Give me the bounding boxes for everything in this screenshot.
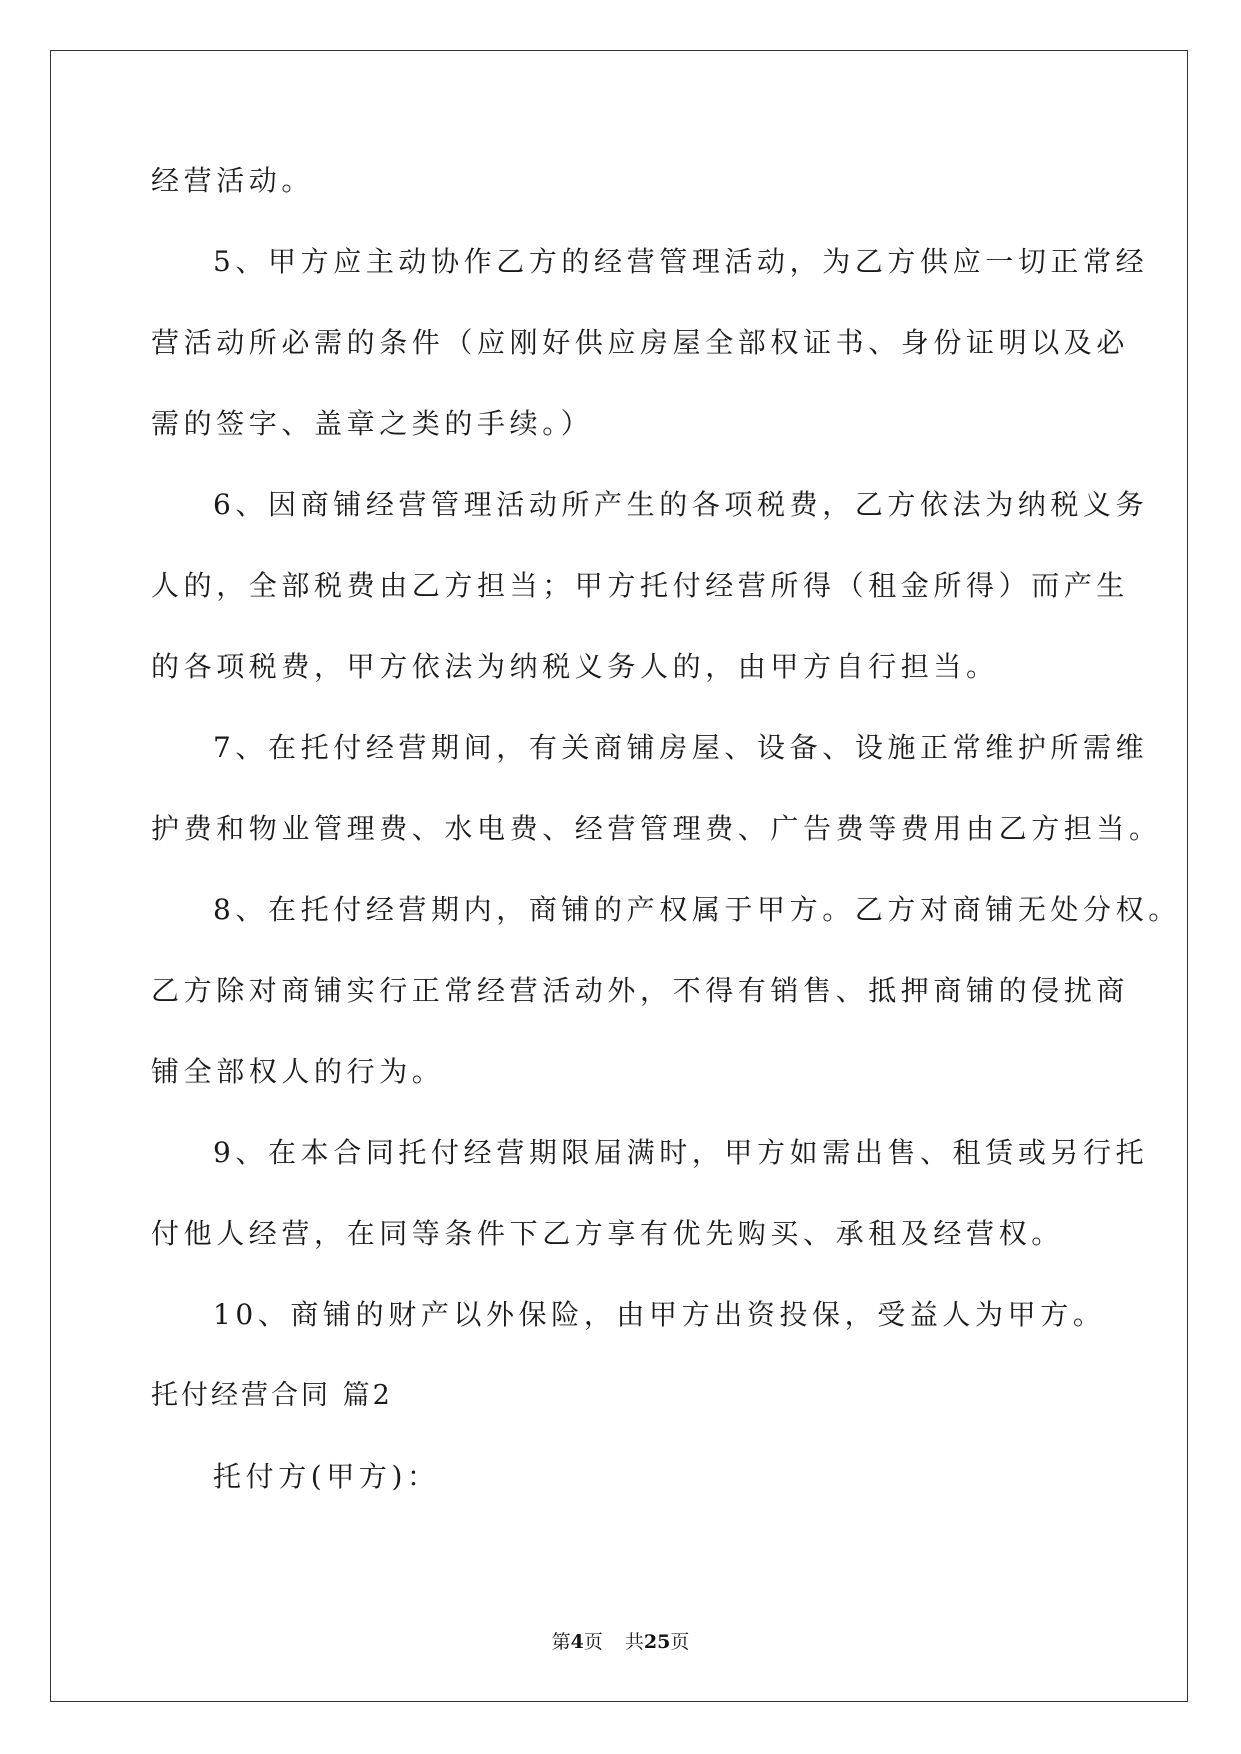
total-suffix: 页 [670,1631,690,1653]
text-line: 铺全部权人的行为。 [151,1055,445,1088]
text-line: 5、甲方应主动协作乙方的经营管理活动，为乙方供应一切正常经 [213,245,1149,278]
text-line: 的各项税费，甲方依法为纳税义务人的，由甲方自行担当。 [151,650,999,683]
text-line: 8、在托付经营期内，商铺的产权属于甲方。乙方对商铺无处分权。 [213,893,1181,926]
text-line: 护费和物业管理费、水电费、经营管理费、广告费等费用由乙方担当。 [151,812,1162,845]
text-line: 营活动所必需的条件（应刚好供应房屋全部权证书、身份证明以及必 [151,326,1130,359]
total-prefix: 共 [624,1631,644,1653]
document-body [151,140,1181,1517]
text-line: 7、在托付经营期间，有关商铺房屋、设备、设施正常维护所需维 [213,731,1149,764]
text-line: 9、在本合同托付经营期限届满时，甲方如需出售、租赁或另行托 [213,1136,1149,1169]
page-prefix: 第 [551,1631,571,1653]
section-heading: 托付经营合同 篇2 [151,1380,393,1411]
text-line: 付他人经营，在同等条件下乙方享有优先购买、承租及经营权。 [151,1217,1064,1250]
text-line: 人的，全部税费由乙方担当；甲方托付经营所得（租金所得）而产生 [151,569,1130,602]
text-line: 乙方除对商铺实行正常经营活动外，不得有销售、抵押商铺的侵扰商 [151,974,1130,1007]
text-line: 托付方(甲方)： [213,1460,440,1493]
text-line: 经营活动。 [151,164,315,197]
text-line: 6、因商铺经营管理活动所产生的各项税费，乙方依法为纳税义务 [213,488,1149,521]
text-line: 需的签字、盖章之类的手续。） [151,407,594,440]
page-footer [0,1627,1241,1654]
text-line: 10、商铺的财产以外保险，由甲方出资投保，受益人为甲方。 [213,1298,1106,1331]
page-number: 4 [570,1631,584,1653]
total-pages: 25 [643,1631,671,1653]
page-suffix: 页 [583,1631,603,1653]
